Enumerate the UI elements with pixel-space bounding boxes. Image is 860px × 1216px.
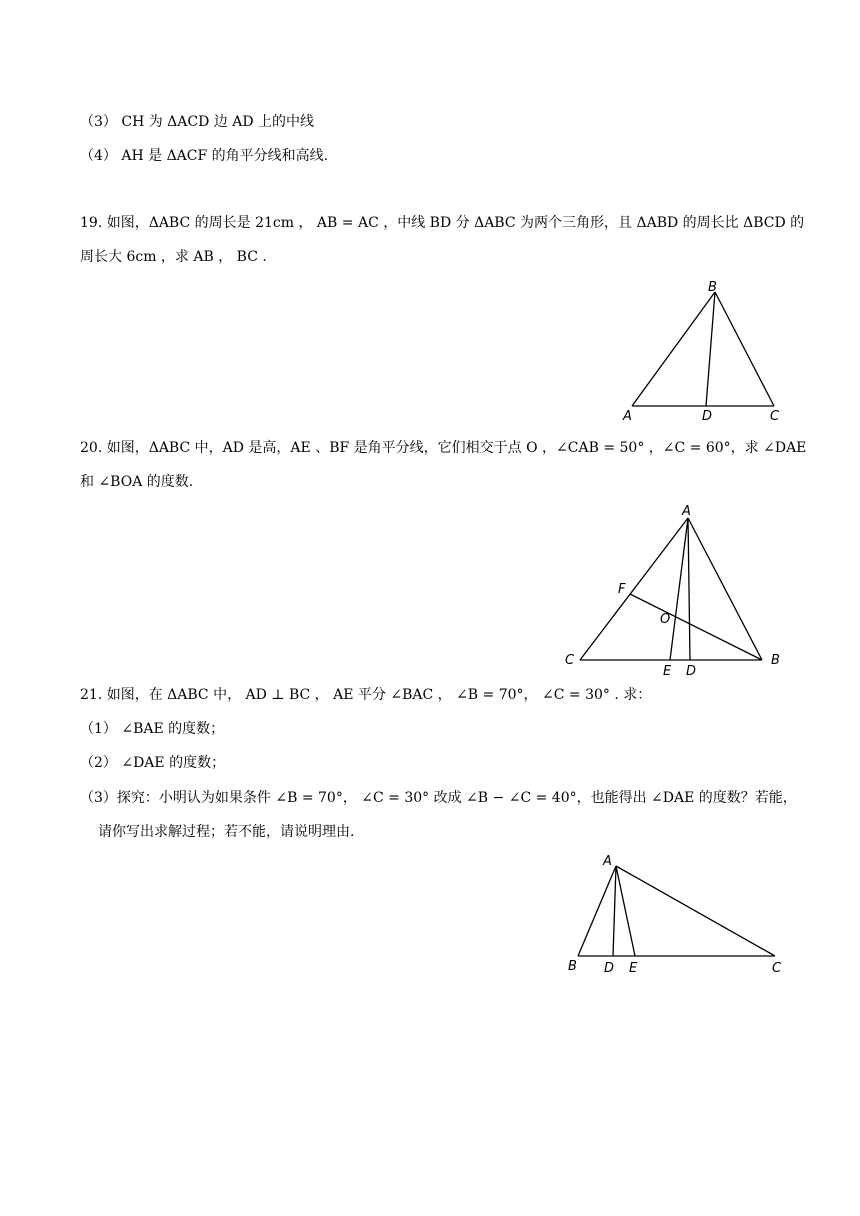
- segment-ad: [613, 866, 616, 956]
- label-b: B: [771, 653, 780, 668]
- label-b: B: [708, 280, 717, 295]
- label-b: B: [568, 959, 577, 974]
- q20-text-line-1: 20. 如图，ΔABC 中，AD 是高，AE 、BF 是角平分线，它们相交于点 O ，∠CAB = 50° ，∠C = 60°，求 ∠DAE: [80, 440, 807, 456]
- label-a: A: [623, 409, 632, 424]
- q21-item-3-line-1: （3）探究：小明认为如果条件 ∠B = 70°， ∠C = 30° 改成 ∠B − ∠C = 40°，也能得出 ∠DAE 的度数？若能，: [80, 790, 797, 806]
- q18-item-3: （3） CH 为 ΔACD 边 AD 上的中线: [80, 114, 315, 130]
- segment-ad: [688, 518, 690, 660]
- q21-item-1: （1） ∠BAE 的度数；: [80, 721, 225, 737]
- q21-text-line-1: 21. 如图，在 ΔABC 中， AD ⊥ BC ， AE 平分 ∠BAC ， ∠B = 70°， ∠C = 30° . 求：: [80, 687, 652, 703]
- label-e: E: [629, 961, 638, 976]
- segment-ae: [616, 866, 635, 956]
- segment-ba: [632, 292, 715, 406]
- segment-ab: [688, 518, 762, 660]
- q20-text-line-2: 和 ∠BOA 的度数.: [80, 474, 194, 490]
- label-d: D: [686, 664, 697, 679]
- q19-text-line-1: 19. 如图，ΔABC 的周长是 21cm ， AB = AC ，中线 BD 分 ΔABC 为两个三角形，且 ΔABD 的周长比 ΔBCD 的: [80, 215, 805, 231]
- segment-ac: [616, 866, 775, 956]
- label-c: C: [772, 961, 782, 976]
- label-a: A: [603, 854, 612, 869]
- q19-triangle-figure: [618, 278, 788, 426]
- label-f: F: [618, 582, 626, 597]
- q20-triangle-figure: [560, 498, 790, 680]
- segment-ab: [578, 866, 616, 956]
- q18-item-4: （4） AH 是 ΔACF 的角平分线和高线.: [80, 148, 329, 164]
- segment-bf: [630, 594, 762, 660]
- segment-ae: [670, 518, 688, 660]
- segment-bc: [715, 292, 774, 406]
- q21-item-2: （2） ∠DAE 的度数；: [80, 755, 226, 771]
- label-c: C: [770, 409, 780, 424]
- label-a: A: [682, 504, 691, 519]
- label-e: E: [663, 664, 672, 679]
- q19-text-line-2: 周长大 6cm ，求 AB ， BC .: [80, 249, 267, 265]
- q21-item-3-line-2: 请你写出求解过程；若不能，请说明理由.: [98, 824, 355, 840]
- label-c: C: [565, 653, 575, 668]
- segment-ac: [580, 518, 688, 660]
- segment-bd: [706, 292, 715, 406]
- q21-triangle-figure: [560, 850, 790, 980]
- label-o: O: [660, 612, 671, 627]
- label-d: D: [604, 961, 615, 976]
- label-d: D: [702, 409, 713, 424]
